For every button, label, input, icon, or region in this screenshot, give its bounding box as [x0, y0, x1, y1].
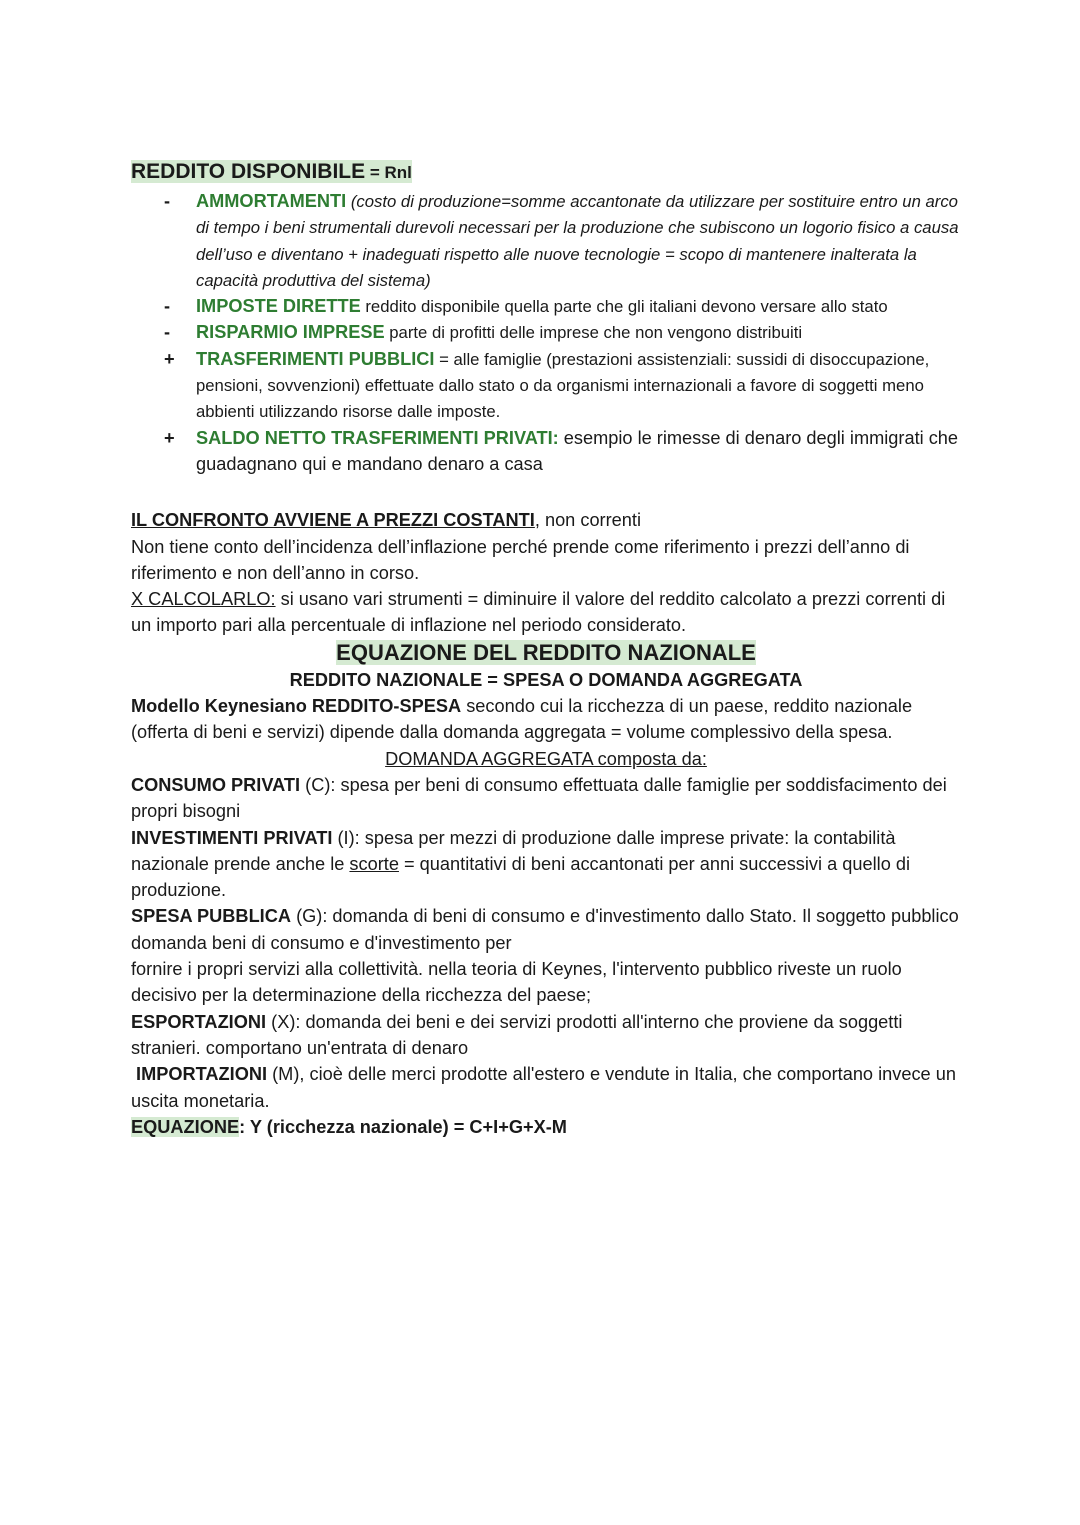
title-highlight: REDDITO DISPONIBILE = Rnl	[131, 160, 412, 183]
equazione-title: EQUAZIONE DEL REDDITO NAZIONALE	[336, 639, 756, 665]
equazione-subtitle: REDDITO NAZIONALE = SPESA O DOMANDA AGGREGATA	[289, 669, 803, 690]
list-item-ammortamenti: - AMMORTAMENTI (costo di produzione=somme accantonate da utilizzare per sostituire entro un arco di tempo i beni strumentali durevoli necessari per la produzione che subiscono un logorio fisico a causa dell’uso e diventano + inadeguati rispetto alle nuove tecnologie = scopo di mantenere inalterata la capacità produttiva del sistema)	[164, 191, 959, 290]
list-item-trasferimenti-pubblici: + TRASFERIMENTI PUBBLICI = alle famiglie (prestazioni assistenziali: sussidi di disoccupazione, pensioni, sovvenzioni) effettuate dallo stato o da organismi internazionali a favore di soggetti meno abbienti utilizzando risorse dalle imposte.	[164, 348, 930, 422]
section-title-reddito-disponibile	[131, 158, 961, 186]
investimenti-paragraph: INVESTIMENTI PRIVATI (I): spesa per mezzi di produzione dalle imprese private: la contabilità nazionale prende anche le scorte = quantitativi di beni accantonati per anni successivi a quello di produzione.	[131, 827, 911, 901]
reddito-components-list	[131, 188, 961, 477]
esportazioni-paragraph: ESPORTAZIONI (X): domanda dei beni e dei servizi prodotti all'interno che proviene da soggetti stranieri. comportano un'entrata di denaro	[131, 1011, 903, 1058]
consumo-paragraph: CONSUMO PRIVATI (C): spesa per beni di consumo effettuata dalle famiglie per soddisfacimento dei propri bisogni	[131, 774, 947, 822]
modello-paragraph: Modello Keynesiano REDDITO-SPESA secondo cui la ricchezza di un paese, reddito nazionale (offerta di beni e servizi) dipende dalla domanda aggregata = volume complessivo della spesa.	[131, 696, 913, 743]
confronto-paragraph: Non tiene conto dell’incidenza dell’inflazione perché prende come riferimento i prezzi dell’anno di riferimento e non dell’anno in corso.	[131, 536, 910, 583]
spesa-pubblica-paragraph-cont: fornire i propri servizi alla collettività. nella teoria di Keynes, l'intervento pubblico riveste un ruolo decisivo per la determinazione della ricchezza del paese;	[131, 959, 902, 1006]
list-item-imposte-dirette: - IMPOSTE DIRETTE reddito disponibile quella parte che gli italiani devono versare allo stato	[164, 296, 888, 317]
calcolo-paragraph: X CALCOLARLO: si usano vari strumenti = diminuire il valore del reddito calcolato a prezzi correnti di un importo pari alla percentuale di inflazione nel periodo considerato.	[131, 589, 946, 636]
document-content	[131, 158, 961, 1140]
confronto-heading: IL CONFRONTO AVVIENE A PREZZI COSTANTI, non correnti	[131, 510, 641, 531]
domanda-aggregata-title: DOMANDA AGGREGATA composta da:	[385, 748, 707, 769]
spesa-pubblica-paragraph: SPESA PUBBLICA (G): domanda di beni di consumo e d'investimento dallo Stato. Il soggetto pubblico domanda beni di consumo e d'investimento per	[131, 906, 959, 953]
list-item-saldo-netto: + SALDO NETTO TRASFERIMENTI PRIVATI: esempio le rimesse di denaro degli immigrati che guadagnano qui e mandano denaro a casa	[164, 427, 959, 474]
list-item-risparmio-imprese: - RISPARMIO IMPRESE parte di profitti delle imprese che non vengono distribuiti	[164, 322, 803, 343]
equazione-final: EQUAZIONE: Y (ricchezza nazionale) = C+I+G+X-M	[131, 1116, 567, 1137]
section-confronto	[131, 507, 961, 638]
importazioni-paragraph: IMPORTAZIONI (M), cioè delle merci prodotte all'estero e vendute in Italia, che comportano invece un uscita monetaria.	[131, 1064, 956, 1111]
